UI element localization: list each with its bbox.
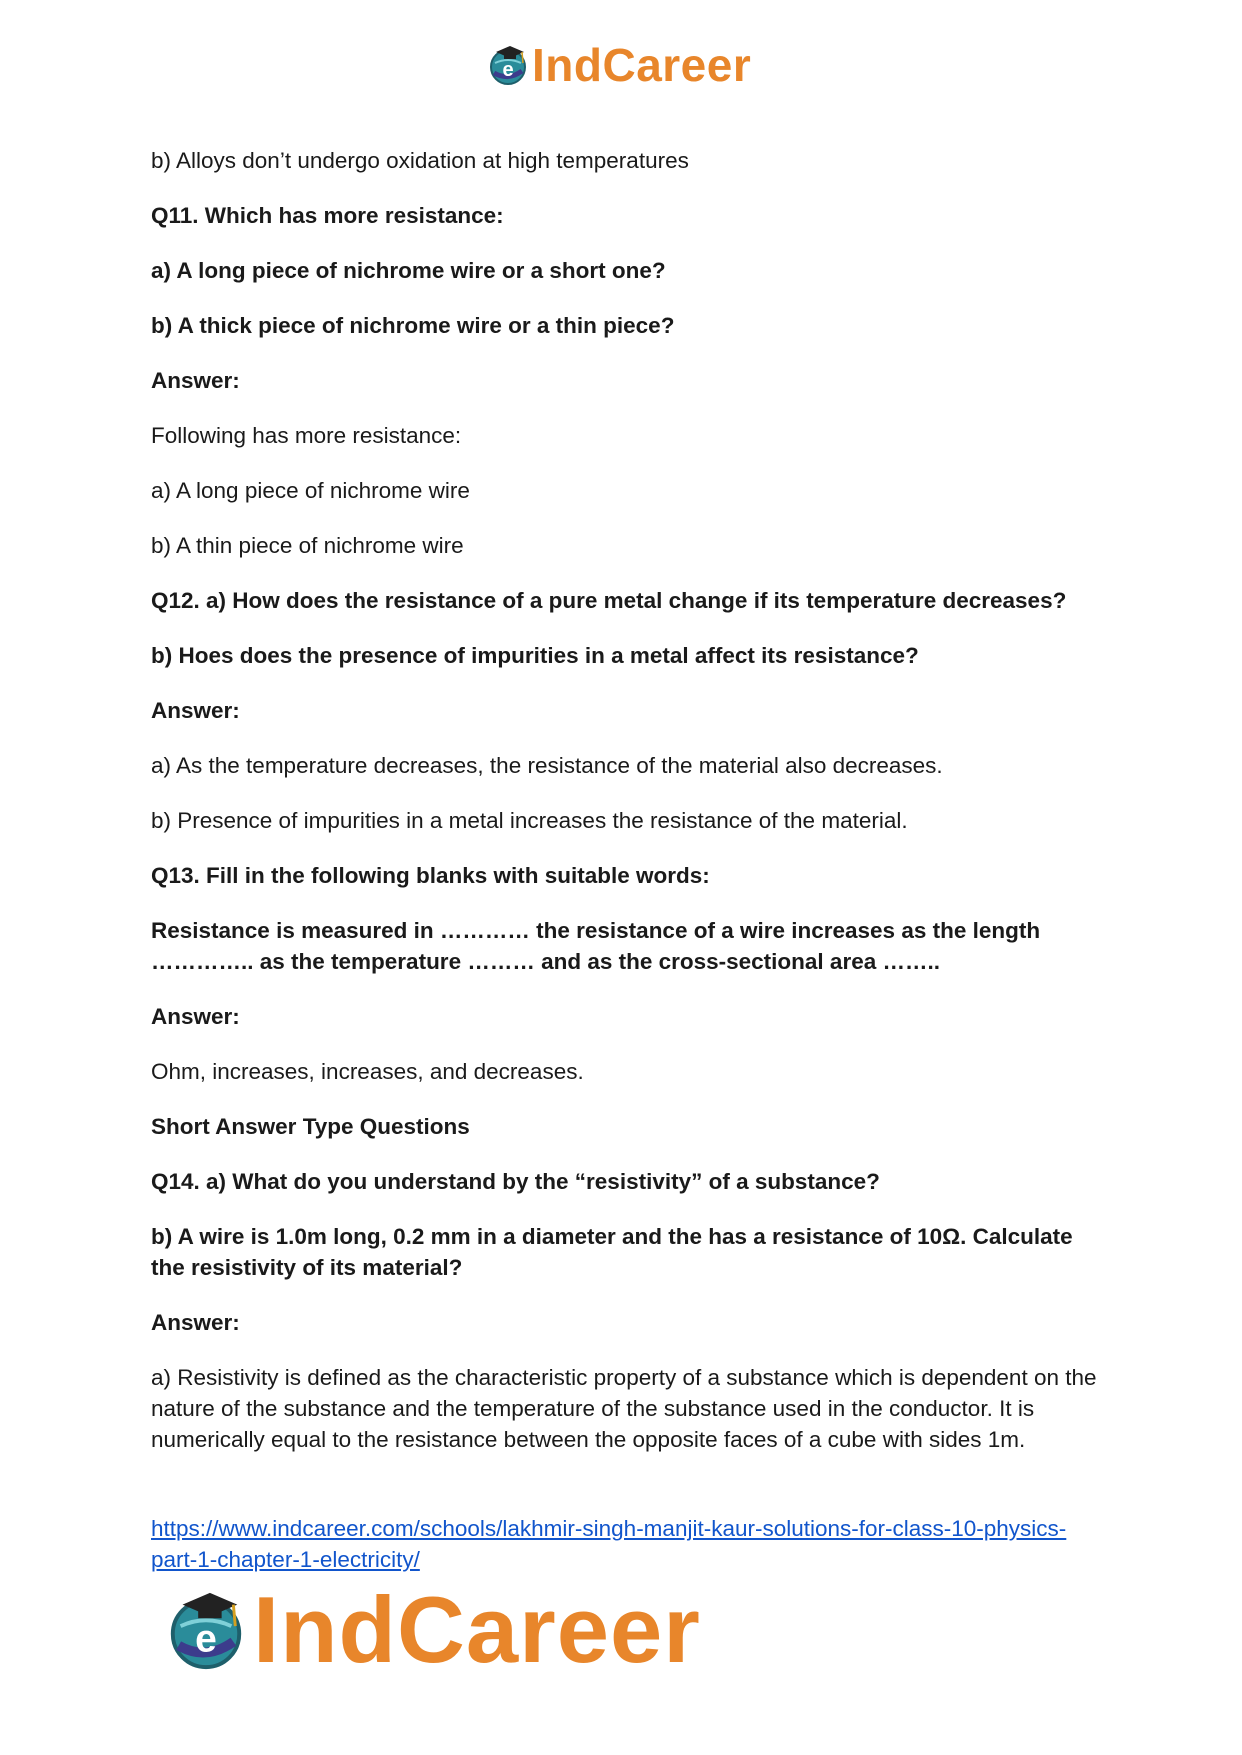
bold-paragraph: b) A wire is 1.0m long, 0.2 mm in a diameter and the has a resistance of 10Ω. Calculate the resistivity of its material?: [151, 1224, 1073, 1280]
paragraph: a) As the temperature decreases, the resistance of the material also decreases.: [151, 753, 943, 778]
footer-logo: [163, 1577, 701, 1682]
bold-paragraph: Answer:: [151, 1004, 240, 1029]
bold-paragraph: Short Answer Type Questions: [151, 1114, 470, 1139]
bold-paragraph: Q12. a) How does the resistance of a pure metal change if its temperature decreases?: [151, 588, 1067, 613]
paragraph: b) A thin piece of nichrome wire: [151, 533, 464, 558]
paragraph: b) Presence of impurities in a metal increases the resistance of the material.: [151, 808, 908, 833]
bold-paragraph: Answer:: [151, 1310, 240, 1335]
svg-text:e: e: [502, 59, 514, 81]
bold-paragraph: Q14. a) What do you understand by the “resistivity” of a substance?: [151, 1169, 880, 1194]
bold-paragraph: Q11. Which has more resistance:: [151, 203, 504, 228]
paragraph: Ohm, increases, increases, and decreases.: [151, 1059, 584, 1084]
paragraph: a) A long piece of nichrome wire: [151, 478, 470, 503]
svg-text:e: e: [195, 1617, 217, 1661]
source-link-block: [151, 1513, 1111, 1575]
document-body: [151, 145, 1111, 1479]
graduation-globe-icon: [163, 1587, 249, 1673]
source-link[interactable]: https://www.indcareer.com/schools/lakhmir-singh-manjit-kaur-solutions-for-class-10-physics-part-1-chapter-1-electricity/: [151, 1516, 1067, 1572]
bold-paragraph: Q13. Fill in the following blanks with suitable words:: [151, 863, 710, 888]
bold-paragraph: Resistance is measured in ………… the resistance of a wire increases as the length ………….. as the temperature ……… and as the cross-sectional area ……..: [151, 918, 1041, 974]
bold-paragraph: b) A thick piece of nichrome wire or a thin piece?: [151, 313, 675, 338]
logo-text: IndCareer: [253, 1577, 701, 1682]
paragraph: Following has more resistance:: [151, 423, 462, 448]
bold-paragraph: a) A long piece of nichrome wire or a short one?: [151, 258, 666, 283]
logo-text: IndCareer: [532, 39, 752, 91]
paragraph: a) Resistivity is defined as the characteristic property of a substance which is dependent on the nature of the substance and the temperature of the substance used in the conductor. It is numerically equal to the resistance between the opposite faces of a cube with sides 1m.: [151, 1365, 1097, 1452]
bold-paragraph: Answer:: [151, 698, 240, 723]
paragraph: b) Alloys don’t undergo oxidation at high temperatures: [151, 148, 689, 173]
bold-paragraph: b) Hoes does the presence of impurities in a metal affect its resistance?: [151, 643, 919, 668]
header-logo: [486, 40, 751, 90]
bold-paragraph: Answer:: [151, 368, 240, 393]
graduation-globe-icon: [486, 43, 530, 87]
